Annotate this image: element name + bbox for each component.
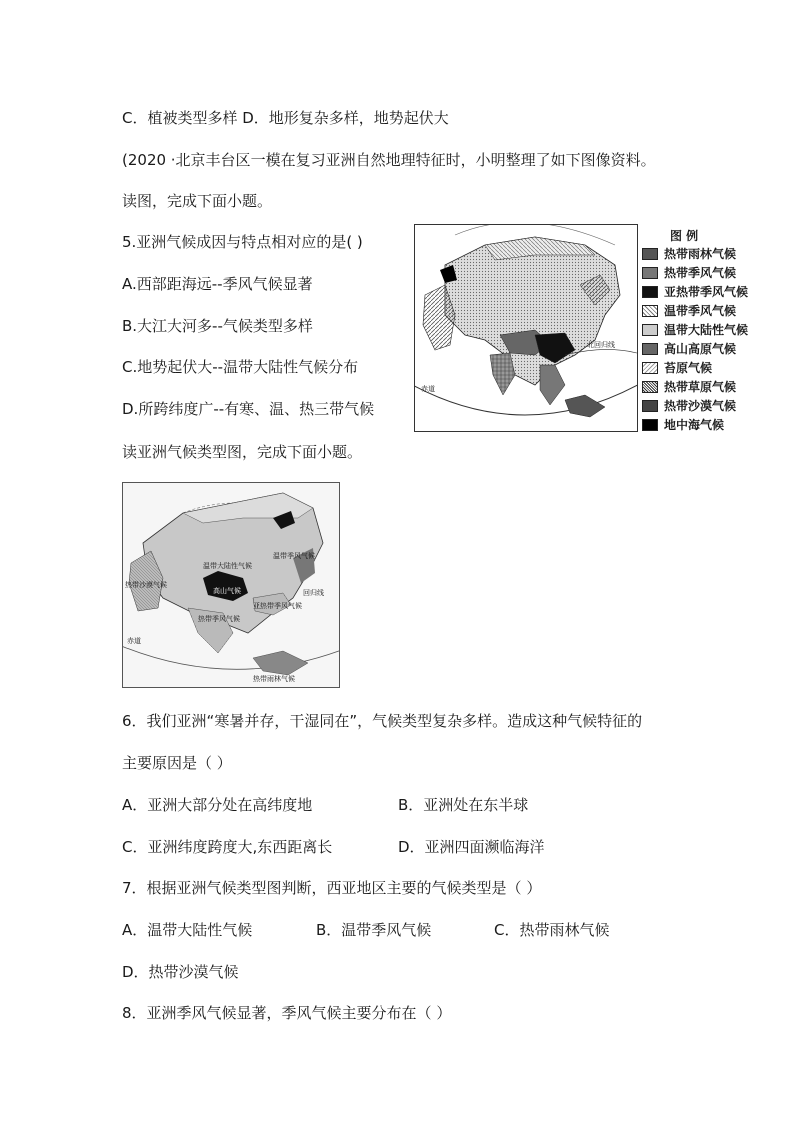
map1-equator-label: 赤道 — [421, 385, 435, 393]
legend-item: 热带沙漠气候 — [642, 396, 792, 415]
asia-climate-map-2 — [122, 482, 340, 688]
map2-label-tropical-monsoon: 热带季风气候 — [198, 615, 240, 623]
q5-option-d: D.所跨纬度广--有寒、温、热三带气候 — [122, 400, 375, 418]
legend-swatch — [642, 286, 658, 298]
legend-item: 温带季风气候 — [642, 301, 792, 320]
legend-swatch — [642, 343, 658, 355]
q5-option-b: B.大江大河多--气候类型多样 — [122, 317, 313, 335]
legend-swatch — [642, 400, 658, 412]
q6-option-b: B．亚洲处在东半球 — [398, 796, 529, 814]
q5-option-c: C.地势起伏大--温带大陆性气候分布 — [122, 358, 359, 376]
question-5: 5.亚洲气候成因与特点相对应的是( ) — [122, 233, 363, 251]
legend-item: 亚热带季风气候 — [642, 282, 792, 301]
legend-item: 热带雨林气候 — [642, 244, 792, 263]
map2-label-plateau: 高山气候 — [213, 587, 241, 595]
legend-item: 地中海气候 — [642, 415, 792, 434]
legend-item: 温带大陆性气候 — [642, 320, 792, 339]
question-6-cont: 主要原因是（ ） — [122, 754, 232, 772]
legend-swatch — [642, 362, 658, 374]
question-source: (2020 ·北京丰台区一模在复习亚洲自然地理特征时，小明整理了如下图像资料。 — [122, 151, 656, 169]
map2-label-rainforest: 热带雨林气候 — [253, 675, 295, 683]
map1-legend — [642, 228, 792, 434]
question-6: 6．我们亚洲“寒暑并存，干湿同在”，气候类型复杂多样。造成这种气候特征的 — [122, 712, 643, 730]
asia-climate-map-1 — [414, 224, 638, 432]
legend-item: 高山高原气候 — [642, 339, 792, 358]
question-7: 7．根据亚洲气候类型图判断，西亚地区主要的气候类型是（ ） — [122, 879, 542, 897]
legend-swatch — [642, 419, 658, 431]
q7-option-d: D．热带沙漠气候 — [122, 963, 239, 981]
question-8: 8．亚洲季风气候显著，季风气候主要分布在（ ） — [122, 1004, 452, 1022]
map2-label-temperate-monsoon: 温带季风气候 — [273, 552, 315, 560]
map2-svg — [123, 483, 339, 687]
map2-label-tropic: 回归线 — [303, 589, 324, 597]
instruction: 读图，完成下面小题。 — [122, 192, 273, 210]
legend-item: 热带季风气候 — [642, 263, 792, 282]
map2-label-temperate-continental: 温带大陆性气候 — [203, 562, 252, 570]
legend-title: 图 例 — [670, 229, 699, 243]
legend-swatch — [642, 248, 658, 260]
legend-swatch — [642, 267, 658, 279]
q5-option-a: A.西部距海远--季风气候显著 — [122, 275, 313, 293]
intro-second-map: 读亚洲气候类型图，完成下面小题。 — [122, 443, 363, 461]
legend-item: 热带草原气候 — [642, 377, 792, 396]
q7-option-a: A．温带大陆性气候 — [122, 921, 253, 939]
map1-svg — [415, 225, 637, 431]
map1-continent — [445, 237, 620, 385]
q7-option-b: B．温带季风气候 — [316, 921, 432, 939]
legend-item: 苔原气候 — [642, 358, 792, 377]
map2-label-subtropical: 亚热带季风气候 — [253, 602, 302, 610]
map2-label-equator: 赤道 — [127, 637, 141, 645]
map1-equator-line — [415, 375, 637, 415]
q6-option-c: C．亚洲纬度跨度大,东西距离长 — [122, 838, 333, 856]
legend-swatch — [642, 305, 658, 317]
q6-option-a: A．亚洲大部分处在高纬度地 — [122, 796, 313, 814]
legend-swatch — [642, 381, 658, 393]
line-option-cd: C．植被类型多样 D．地形复杂多样，地势起伏大 — [122, 109, 449, 127]
q7-option-c: C．热带雨林气候 — [494, 921, 610, 939]
legend-swatch — [642, 324, 658, 336]
map2-label-desert: 热带沙漠气候 — [125, 581, 167, 589]
map1-tropic-label: 北回归线 — [587, 341, 615, 349]
q6-option-d: D．亚洲四面濒临海洋 — [398, 838, 545, 856]
